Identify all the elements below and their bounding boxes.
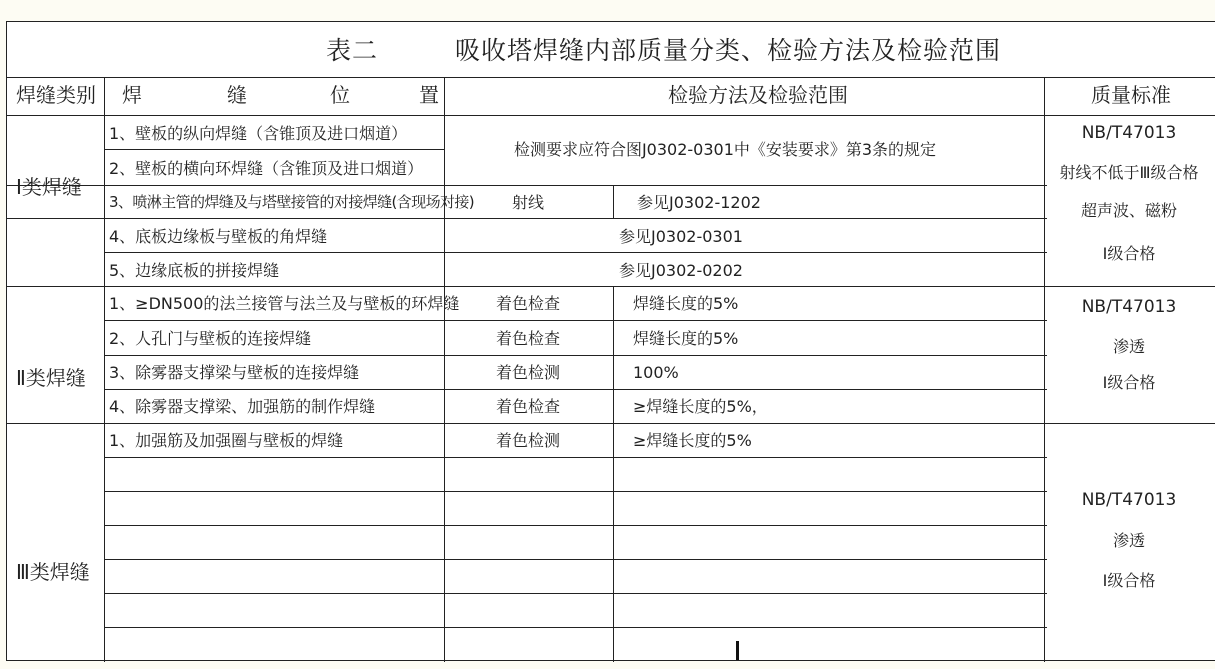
grid-line	[7, 218, 1047, 219]
class3-scope: ≥焊缝长度的5%	[633, 431, 752, 450]
class1-position: 5、边缘底板的拼接焊缝	[109, 261, 280, 280]
class3-standard: NB/T47013	[1081, 490, 1177, 510]
class1-standard: Ⅰ级合格	[1102, 244, 1156, 263]
grid-line	[104, 389, 1047, 390]
grid-line	[104, 593, 1047, 594]
grid-line	[613, 286, 614, 662]
class3-position: 1、加强筋及加强圈与壁板的焊缝	[109, 431, 344, 450]
class1-position: 3、喷淋主管的焊缝及与塔壁接管的对接焊缝(含现场对接)	[109, 193, 475, 211]
inspection-table	[6, 21, 1215, 661]
class2-position: 4、除雾器支撑梁、加强筋的制作焊缝	[109, 397, 376, 416]
class1-position: 2、壁板的横向环焊缝（含锥顶及进口烟道）	[109, 159, 424, 178]
grid-line	[7, 423, 1215, 424]
class1-position: 1、壁板的纵向焊缝（含锥顶及进口烟道）	[109, 124, 408, 143]
header-category: 焊缝类别	[16, 83, 96, 107]
class3-label: Ⅲ类焊缝	[16, 560, 90, 584]
header-method: 检验方法及检验范围	[668, 83, 848, 107]
class2-scope: 焊缝长度的5%	[633, 294, 739, 313]
class1-standard: 超声波、磁粉	[1080, 201, 1178, 220]
class2-standard: 渗透	[1112, 337, 1146, 356]
class1-label: Ⅰ类焊缝	[16, 175, 82, 199]
class1-scope: 参见J0302-0202	[619, 261, 743, 280]
class1-standard: 射线不低于Ⅲ级合格	[1059, 163, 1199, 182]
grid-line	[7, 115, 1215, 116]
class1-standard: NB/T47013	[1081, 123, 1177, 143]
class1-method: 射线	[511, 193, 545, 212]
text-cursor	[736, 641, 739, 660]
header-standard: 质量标准	[1091, 83, 1171, 107]
grid-line	[104, 149, 445, 150]
class1-scope: 参见J0302-1202	[637, 193, 761, 212]
class3-method: 着色检测	[495, 431, 561, 450]
class2-label: Ⅱ类焊缝	[16, 366, 86, 390]
class2-scope: ≥焊缝长度的5%，	[633, 397, 768, 416]
grid-line	[1044, 77, 1045, 662]
grid-line	[104, 320, 1047, 321]
class2-scope: 焊缝长度的5%	[633, 329, 739, 348]
class2-position: 3、除雾器支撑梁与壁板的连接焊缝	[109, 363, 360, 382]
class1-requirement: 检测要求应符合图J0302-0301中《安装要求》第3条的规定	[513, 140, 937, 159]
grid-line	[104, 525, 1047, 526]
header-position-char: 置	[419, 83, 439, 107]
grid-line	[7, 77, 1215, 78]
class3-standard: 渗透	[1112, 531, 1146, 550]
table-number: 表二	[326, 36, 379, 65]
class2-position: 1、≥DN500的法兰接管与法兰及与壁板的环焊缝	[109, 294, 460, 313]
class2-method: 着色检查	[495, 397, 561, 416]
header-position-char: 缝	[227, 83, 247, 107]
grid-line	[104, 627, 1047, 628]
grid-line	[104, 457, 1047, 458]
grid-line	[104, 252, 1047, 253]
grid-line	[613, 185, 614, 219]
class2-method: 着色检查	[495, 294, 561, 313]
class2-scope: 100%	[633, 363, 679, 382]
grid-line	[104, 77, 105, 662]
class1-scope: 参见J0302-0301	[619, 227, 743, 246]
header-position-char: 位	[330, 83, 350, 107]
class2-method: 着色检测	[495, 363, 561, 382]
class3-standard: Ⅰ级合格	[1102, 571, 1156, 590]
class2-method: 着色检查	[495, 329, 561, 348]
class2-standard: Ⅰ级合格	[1102, 373, 1156, 392]
table-title: 吸收塔焊缝内部质量分类、检验方法及检验范围	[455, 36, 1002, 65]
grid-line	[444, 77, 445, 662]
header-position-char: 焊	[122, 83, 142, 107]
grid-line	[7, 286, 1215, 287]
grid-line	[104, 491, 1047, 492]
class2-standard: NB/T47013	[1081, 297, 1177, 317]
class2-position: 2、人孔门与壁板的连接焊缝	[109, 329, 312, 348]
class1-position: 4、底板边缘板与壁板的角焊缝	[109, 227, 328, 246]
grid-line	[104, 355, 1047, 356]
grid-line	[7, 185, 1047, 186]
grid-line	[104, 559, 1047, 560]
